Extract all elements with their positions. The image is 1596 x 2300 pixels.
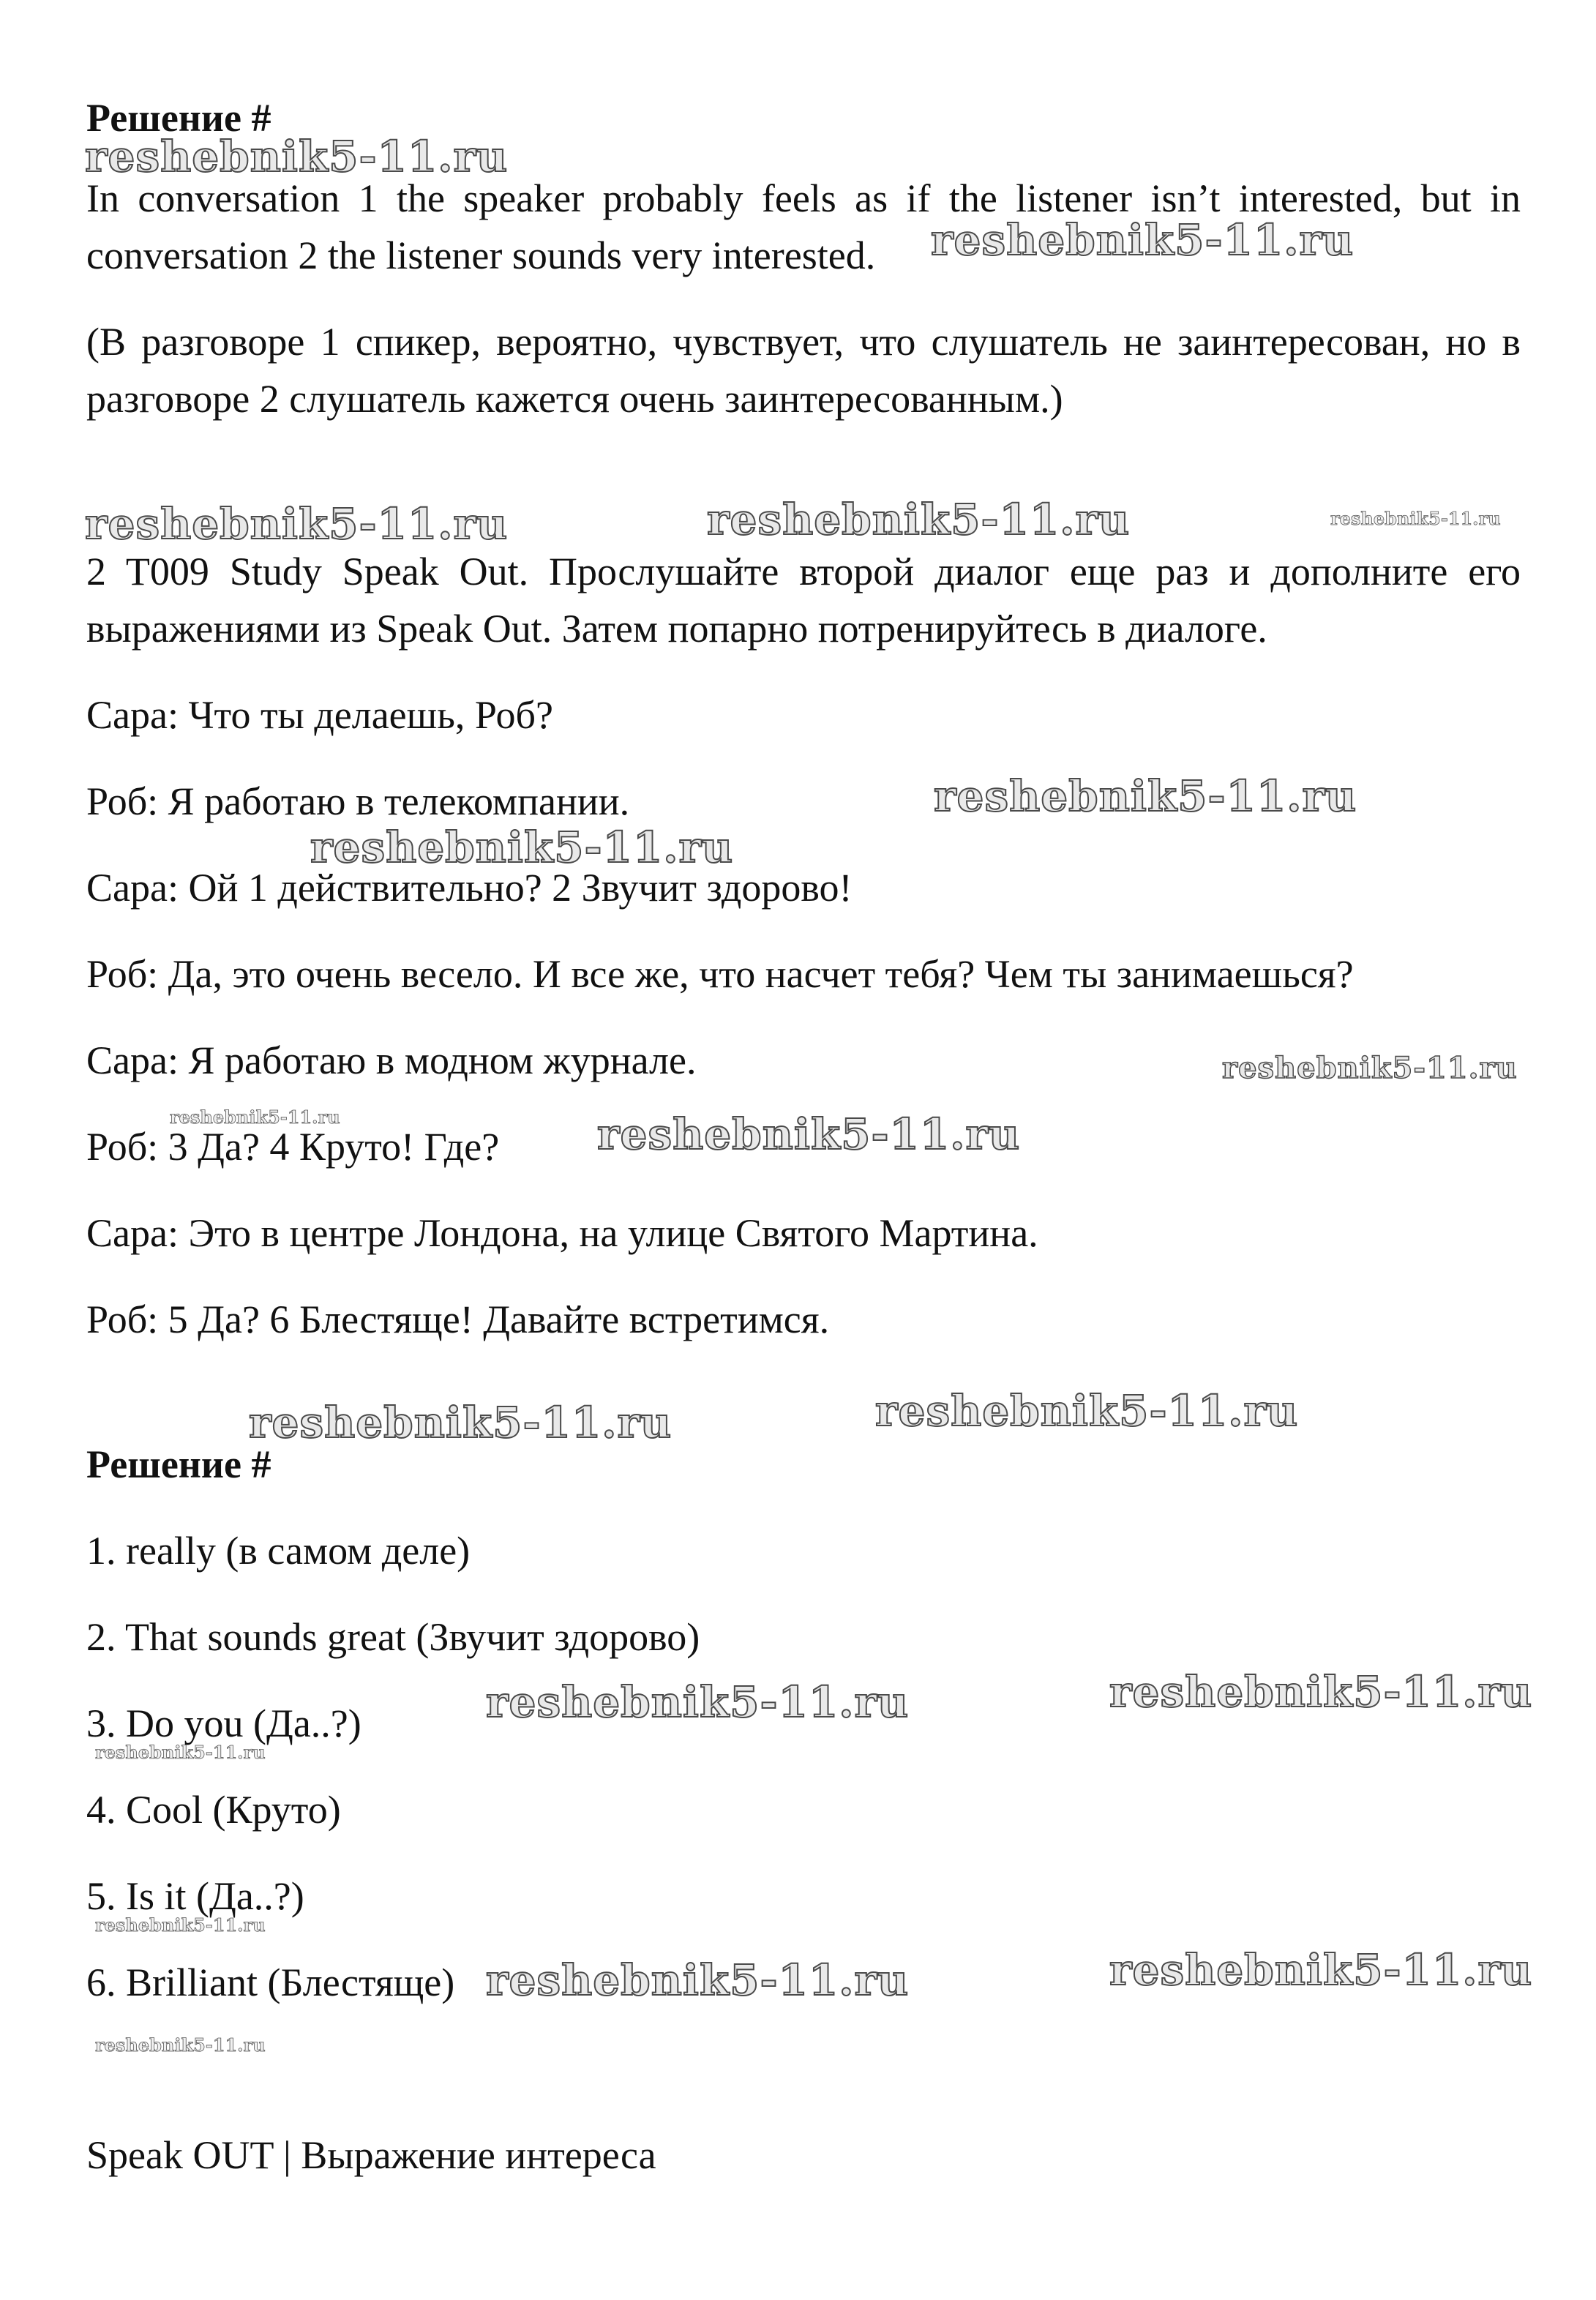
watermark: reshebnik5-11.ru xyxy=(310,823,734,872)
watermark: reshebnik5-11.ru xyxy=(95,2034,266,2056)
watermark: reshebnik5-11.ru xyxy=(85,499,509,549)
watermark: reshebnik5-11.ru xyxy=(934,771,1357,821)
dialogue-line: Роб: 5 Да? 6 Блестяще! Давайте встретимся. xyxy=(86,1297,830,1341)
watermark: reshebnik5-11.ru xyxy=(95,1742,266,1763)
answer-item: 1. really (в самом деле) xyxy=(86,1529,471,1573)
dialogue-line: Сара: Ой 1 действительно? 2 Звучит здорово! xyxy=(86,866,853,910)
answer-item: 6. Brilliant (Блестяще) xyxy=(86,1960,455,2004)
watermark: reshebnik5-11.ru xyxy=(1109,1945,1533,1995)
answer-item: 3. Do you (Да..?) xyxy=(86,1701,361,1745)
watermark: reshebnik5-11.ru xyxy=(1109,1667,1533,1717)
watermark: reshebnik5-11.ru xyxy=(486,1677,910,1727)
solution-heading-1: Решение # xyxy=(86,96,271,140)
solution-heading-2: Решение # xyxy=(86,1442,271,1486)
watermark: reshebnik5-11.ru xyxy=(931,215,1355,265)
watermark: reshebnik5-11.ru xyxy=(85,132,509,181)
dialogue-line: Роб: Да, это очень весело. И все же, что насчет тебя? Чем ты занимаешься? xyxy=(86,952,1354,996)
section-footer: Speak OUT | Выражение интереса xyxy=(86,2133,656,2177)
watermark: reshebnik5-11.ru xyxy=(249,1398,673,1447)
dialogue-line: Сара: Что ты делаешь, Роб? xyxy=(86,693,553,737)
dialogue-line: Роб: 3 Да? 4 Круто! Где? xyxy=(86,1125,500,1169)
watermark: reshebnik5-11.ru xyxy=(707,495,1131,544)
answer-item: 5. Is it (Да..?) xyxy=(86,1874,304,1918)
answer-item: 2. That sounds great (Звучит здорово) xyxy=(86,1615,700,1659)
answer-russian: (В разговоре 1 спикер, вероятно, чувствует, что слушатель не заинтересован, но в разговоре 2 слушатель кажется очень заинтересованным.) xyxy=(86,320,1521,421)
watermark: reshebnik5-11.ru xyxy=(875,1386,1299,1436)
watermark: reshebnik5-11.ru xyxy=(486,1955,910,2005)
watermark: reshebnik5-11.ru xyxy=(170,1106,340,1128)
answer-english: In conversation 1 the speaker probably feels as if the listener isn’t interested, but in conversation 2 the listener sounds very interested. xyxy=(86,176,1521,277)
task-text: 2 T009 Study Speak Out. Прослушайте второй диалог еще раз и дополните его выражениями из Speak Out. Затем попарно потренируйтесь в диалоге. xyxy=(86,550,1521,651)
dialogue-line: Сара: Я работаю в модном журнале. xyxy=(86,1038,697,1082)
dialogue-line: Роб: Я работаю в телекомпании. xyxy=(86,779,630,823)
answer-item: 4. Cool (Круто) xyxy=(86,1788,341,1832)
watermark: reshebnik5-11.ru xyxy=(1330,508,1501,529)
watermark: reshebnik5-11.ru xyxy=(597,1109,1021,1159)
watermark: reshebnik5-11.ru xyxy=(1222,1051,1518,1085)
watermark: reshebnik5-11.ru xyxy=(95,1914,266,1936)
dialogue-line: Сара: Это в центре Лондона, на улице Святого Мартина. xyxy=(86,1211,1038,1255)
